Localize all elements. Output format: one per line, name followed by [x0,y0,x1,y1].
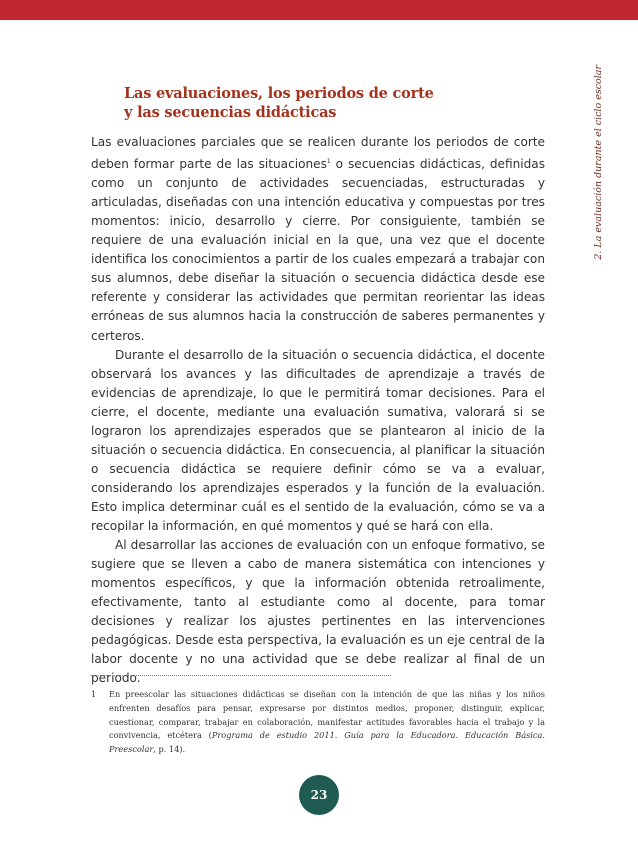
paragraph-3: Al desarrollar las acciones de evaluación con un enfoque formativo, se sugiere que se lleven a cabo de manera sistemática con intenciones y momentos específicos, y que la información obtenida retroalimente, efectivamente, tanto al estudiante como al docente, para tomar decisiones y realizar los ajustes pertinentes en las intervenciones pedagógicas. Desde esta perspectiva, la evaluación es un eje central de la labor docente y no una actividad que se debe realizar al final de un periodo. [91,538,545,686]
footnote [91,688,545,757]
footnote-tail: , p. 14). [153,744,186,755]
page-number-badge [299,775,339,815]
running-head-text: 2. La evaluación durante el ciclo escolar [592,65,604,260]
footnote-number: 1 [91,689,97,699]
paragraph-1-text: Las evaluaciones parciales que se realicen durante los periodos de corte deben formar parte de las situaciones [91,135,545,172]
paragraph-1 [91,133,545,346]
section-heading-line-1: Las evaluaciones, los periodos de corte [124,85,434,102]
footnote-reference[interactable]: 1 [326,158,331,166]
section-heading [124,84,454,122]
footnote-text [109,688,545,757]
body-text [91,133,545,688]
footnote-body: En preescolar las situaciones didácticas se diseñan con la intención de que las niñas y los niños enfrenten desafíos para pensar, expresarse por distintos medios, proponer, distinguir, explicar, cuestionar, comparar, trabajar en colaboración, manifestar actitudes favorables hacia el trabajo y la convivencia, etcétera ( [109,689,545,741]
section-heading-line-2: y las secuencias didácticas [124,104,337,121]
paragraph-1-text-cont: o secuencias didácticas, definidas como un conjunto de actividades secuenciadas, estructuradas y articuladas, diseñadas con una intención educativa y compuestas por tres momentos: inicio, desarrollo y cierre. Por consiguiente, también se requiere de una evaluación inicial en la que, una vez que el docente identifica los conocimientos a partir de los cuales empezará a trabajar con sus alumnos, debe diseñar la situación o secuencia didáctica desde ese referente y considerar las actividades que permitan reorientar las ideas erróneas de sus alumnos hacia la construcción de saberes permanentes y certeros. [91,157,545,343]
paragraph-2: Durante el desarrollo de la situación o secuencia didáctica, el docente observará los avances y las dificultades de aprendizaje a través de evidencias de aprendizaje, lo que le permitirá tomar decisiones. Para el cierre, el docente, mediante una evaluación sumativa, valorará si se lograron los aprendizajes esperados que se plantearon al inicio de la situación o secuencia didáctica. En consecuencia, al planificar la situación o secuencia didáctica se requiere definir cómo se va a evaluar, considerando los aprendizajes esperados y la función de la evaluación. Esto implica determinar cuál es el sentido de la evaluación, cómo se va a recopilar la información, en qué momentos y qué se hará con ella. [91,347,545,533]
footnote-divider [91,675,391,676]
footnote-source: Programa de estudio 2011. Guía para la Educadora. Educación Básica. Preescolar [109,730,545,755]
top-color-bar [0,0,638,20]
running-head [586,60,610,260]
page-number: 23 [310,788,328,802]
